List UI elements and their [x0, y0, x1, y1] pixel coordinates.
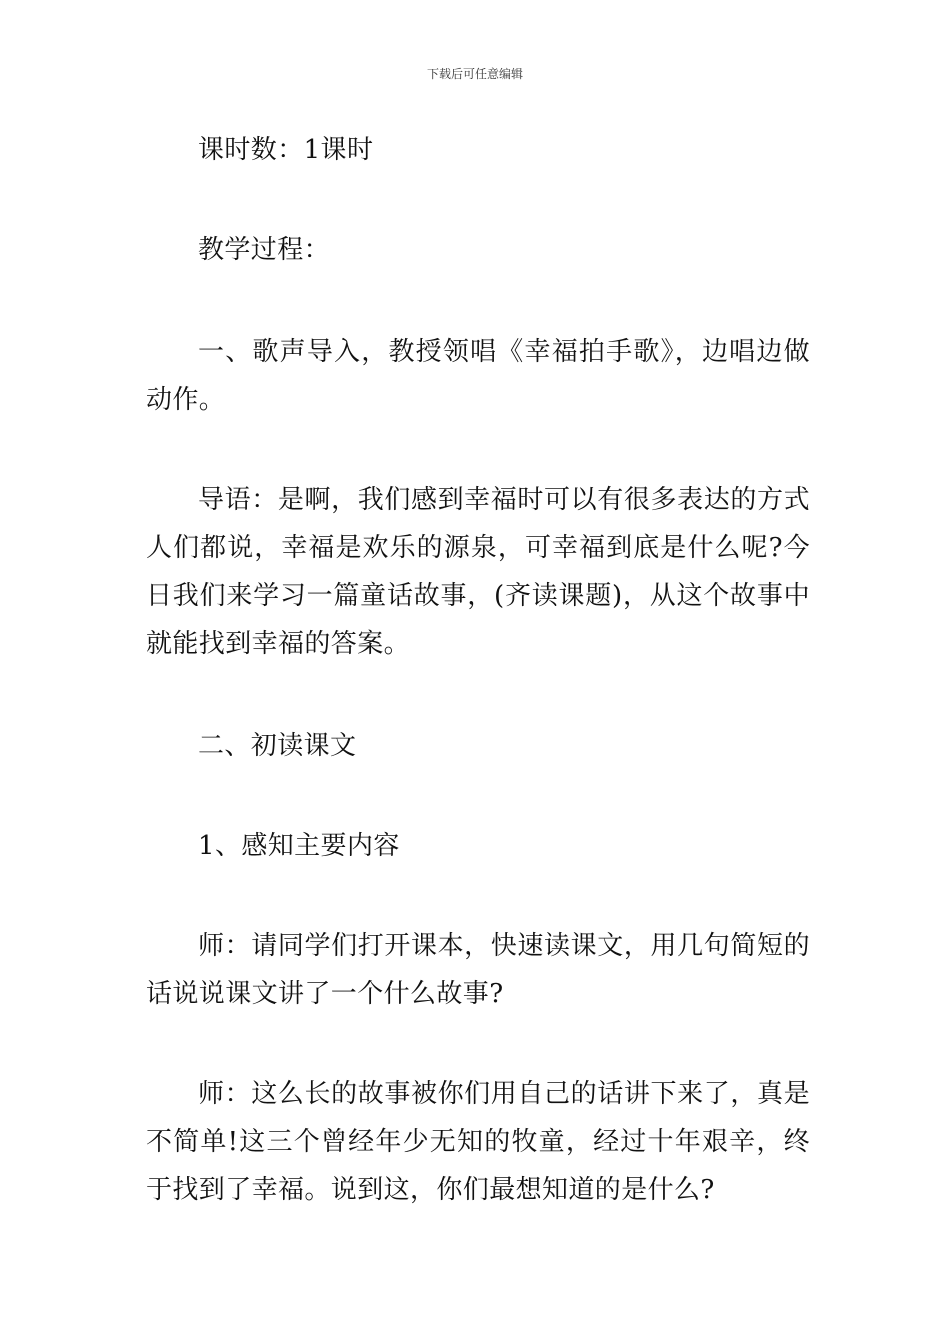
header-note: 下载后可任意编辑 — [426, 67, 523, 81]
paragraph-class-hours: 课时数：1课时 — [198, 135, 374, 165]
paragraph-first-reading: 二、初读课文 — [198, 731, 357, 761]
paragraph-song-intro: 一、歌声导入，教授领唱《幸福拍手歌》，边唱边做动作。 — [146, 337, 810, 415]
paragraph-lead-in: 导语：是啊，我们感到幸福时可以有很多表达的方式人们都说，幸福是欢乐的源泉，可幸福到底是什么呢?今日我们来学习一篇童话故事，(齐读课题)，从这个故事中就能找到幸福的答案。 — [146, 485, 810, 659]
paragraph-main-content: 1、感知主要内容 — [198, 831, 400, 861]
paragraph-teacher-comment: 师：这么长的故事被你们用自己的话讲下来了，真是不简单!这三个曾经年少无知的牧童，经过十年艰辛，终于找到了幸福。说到这，你们最想知道的是什么? — [146, 1079, 810, 1205]
paragraph-teaching-process: 教学过程： — [198, 235, 331, 265]
paragraph-teacher-question: 师：请同学们打开课本，快速读课文，用几句简短的话说说课文讲了一个什么故事? — [146, 931, 810, 1009]
